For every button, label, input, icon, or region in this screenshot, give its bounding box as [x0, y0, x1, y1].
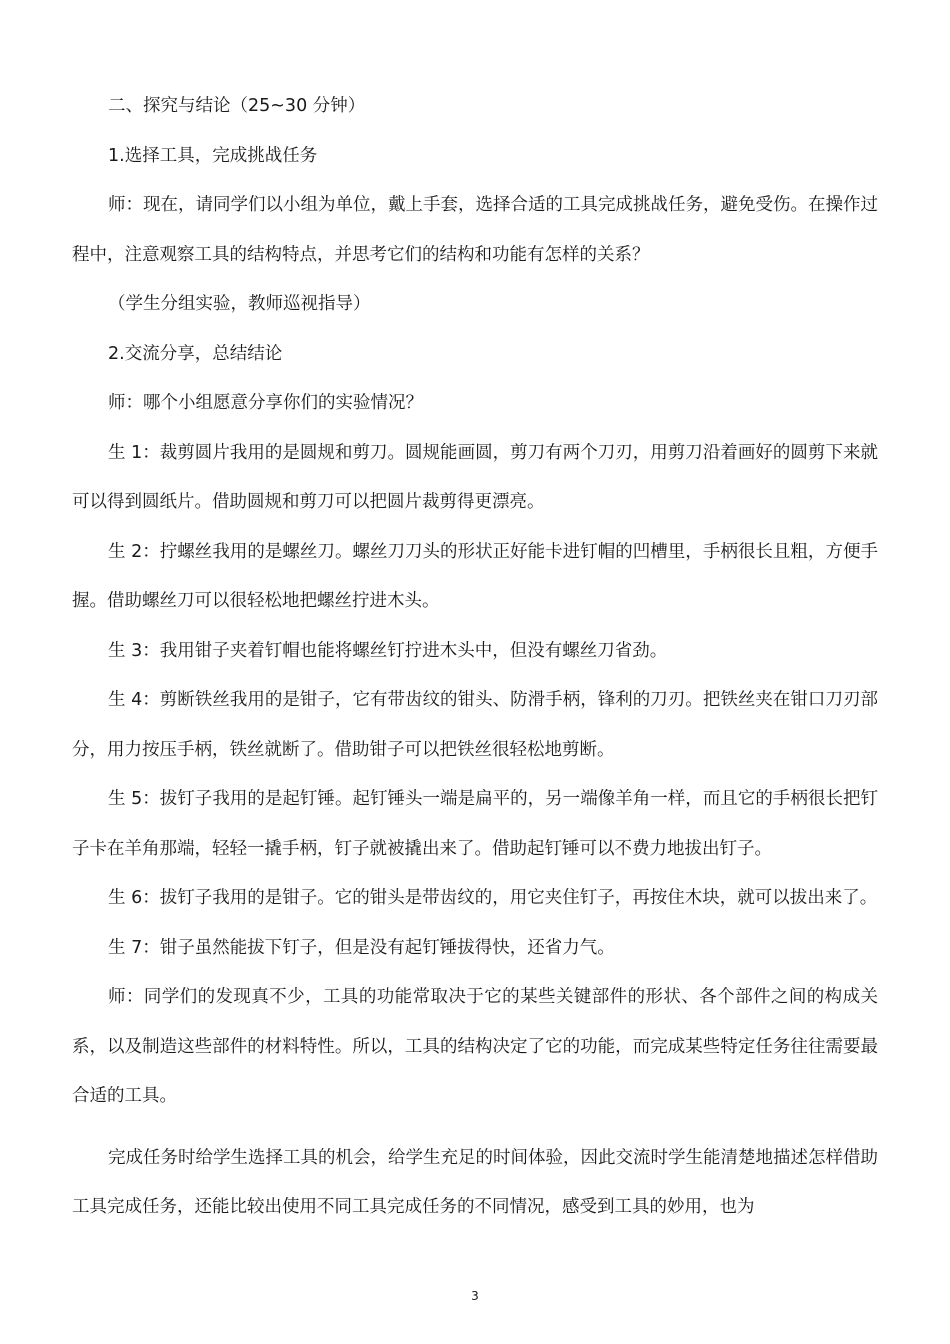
- paragraph: 完成任务时给学生选择工具的机会，给学生充足的时间体验，因此交流时学生能清楚地描述怎样借助工具完成任务，还能比较出使用不同工具完成任务的不同情况，感受到工具的妙用，也为: [72, 1147, 878, 1217]
- paragraph: 生 6：拔钉子我用的是钳子。它的钳头是带齿纹的，用它夹住钉子，再按住木块，就可以拔出来了。: [108, 888, 878, 908]
- paragraph: 生 4：剪断铁丝我用的是钳子，它有带齿纹的钳头、防滑手柄，锋利的刀刃。把铁丝夹在钳口刀刃部分，用力按压手柄，铁丝就断了。借助钳子可以把铁丝很轻松地剪断。: [72, 690, 878, 760]
- subsection-heading: 1.选择工具，完成挑战任务: [108, 145, 318, 166]
- paragraph: 生 3：我用钳子夹着钉帽也能将螺丝钉拧进木头中，但没有螺丝刀省劲。: [108, 640, 668, 661]
- subsection-heading: 2.交流分享，总结结论: [108, 343, 283, 364]
- paragraph: 生 1：裁剪圆片我用的是圆规和剪刀。圆规能画圆，剪刀有两个刀刃，用剪刀沿着画好的圆剪下来就可以得到圆纸片。借助圆规和剪刀可以把圆片裁剪得更漂亮。: [72, 442, 878, 512]
- paragraph: （学生分组实验，教师巡视指导）: [108, 294, 371, 314]
- paragraph: 师：现在，请同学们以小组为单位，戴上手套，选择合适的工具完成挑战任务，避免受伤。在操作过程中，注意观察工具的结构特点，并思考它们的结构和功能有怎样的关系？: [72, 195, 878, 265]
- paragraph: 师：同学们的发现真不少，工具的功能常取决于它的某些关键部件的形状、各个部件之间的构成关系，以及制造这些部件的材料特性。所以，工具的结构决定了它的功能，而完成某些特定任务往往需要最合适的工具。: [72, 987, 878, 1106]
- paragraph: 生 5：拔钉子我用的是起钉锤。起钉锤头一端是扁平的，另一端像羊角一样，而且它的手柄很长把钉子卡在羊角那端，轻轻一撬手柄，钉子就被撬出来了。借助起钉锤可以不费力地拔出钉子。: [72, 789, 878, 859]
- paragraph: 生 7：钳子虽然能拔下钉子，但是没有起钉锤拔得快，还省力气。: [108, 937, 615, 958]
- paragraph: 生 2：拧螺丝我用的是螺丝刀。螺丝刀刀头的形状正好能卡进钉帽的凹槽里，手柄很长且粗，方便手握。借助螺丝刀可以很轻松地把螺丝拧进木头。: [72, 541, 878, 611]
- paragraph: 师：哪个小组愿意分享你们的实验情况？: [108, 393, 423, 413]
- document-body: [72, 82, 878, 1233]
- page-number: 3: [471, 1289, 479, 1303]
- section-heading: 二、探究与结论（25~30 分钟）: [108, 96, 366, 116]
